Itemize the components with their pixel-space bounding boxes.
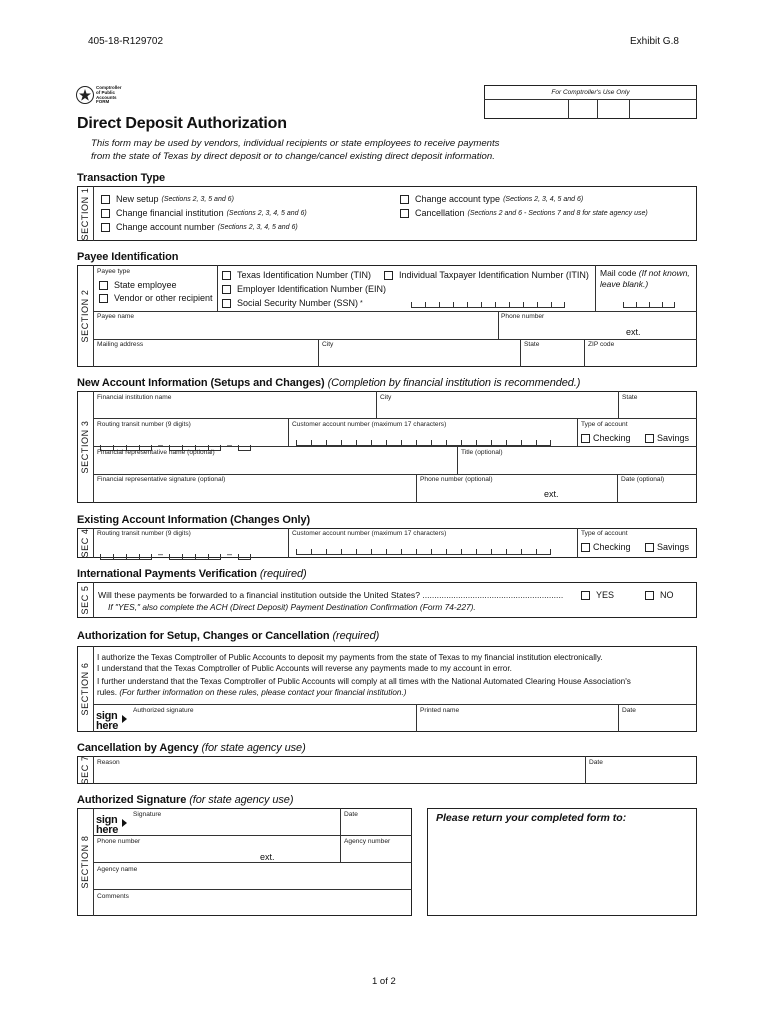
comments-label: Comments	[97, 893, 129, 900]
s4-checking-checkbox[interactable]	[581, 543, 590, 552]
s1-tab: SECTION 1	[80, 187, 90, 240]
s4-savings-checkbox[interactable]	[645, 543, 654, 552]
s1-title: Transaction Type	[77, 172, 166, 184]
printed-name-label: Printed name	[420, 707, 460, 714]
section-5	[77, 582, 697, 618]
s7-title: Cancellation by Agency (for state agency use)	[77, 742, 306, 754]
s4-cust-acct-label: Customer account number (maximum 17 characters)	[292, 530, 447, 537]
comptroller-seal-icon	[76, 86, 94, 104]
cust-acct-label: Customer account number (maximum 17 characters)	[292, 421, 447, 428]
s2-title: Payee Identification	[77, 251, 179, 263]
phone-label: Phone number	[501, 313, 545, 320]
s4-title: Existing Account Information (Changes Only)	[77, 514, 311, 526]
change-fi-option[interactable]: Change financial institution (Sections 2, 3, 4, 5 and 6)	[101, 208, 307, 218]
ein-option[interactable]: Employer Identification Number (EIN)	[222, 284, 386, 294]
ssn-checkbox[interactable]	[222, 299, 231, 308]
auth-text: I authorize the Texas Comptroller of Public Accounts to deposit my payments from the state of Texas to my financial institution electronically. I understand that the Texas Comptroller of Public Accounts will reverse any payments made to my account in error. I further understand that the Texas Comptroller of Public Accounts will comply at all times with the National Automated Clearing House Association's rules. (For further information on these rules, please contact your financial institution.)	[97, 653, 631, 697]
change-account-checkbox[interactable]	[101, 223, 110, 232]
mail-code-field[interactable]	[623, 302, 675, 308]
s3-tab: SECTION 3	[80, 420, 90, 474]
intl-note: If "YES," also complete the ACH (Direct Deposit) Payment Destination Confirmation (Form 74-227).	[108, 602, 476, 612]
s4-savings-option[interactable]: Savings	[645, 542, 689, 552]
auth-date-label: Date	[622, 707, 636, 714]
return-box	[427, 808, 697, 916]
itin-option[interactable]: Individual Taxpayer Identification Number (ITIN)	[384, 270, 589, 280]
s3-checking-option[interactable]: Checking	[581, 433, 631, 443]
acct-type-label: Type of account	[581, 421, 628, 428]
agency-number-label: Agency number	[344, 838, 391, 845]
rep-title-label: Title (optional)	[461, 449, 503, 456]
vendor-option[interactable]: Vendor or other recipient	[99, 293, 213, 303]
exhibit-label: Exhibit G.8	[630, 36, 679, 47]
s3-checking-checkbox[interactable]	[581, 434, 590, 443]
form-number: 405-18-R129702	[88, 36, 164, 47]
s8-tab: SECTION 8	[80, 835, 90, 889]
fi-name-label: Financial institution name	[97, 394, 172, 401]
s6-title: Authorization for Setup, Changes or Cancellation (required)	[77, 630, 380, 642]
zip-label: ZIP code	[588, 341, 615, 348]
s8-sign-here-icon: sign here	[96, 814, 119, 836]
sign-here-icon: sign here	[96, 710, 119, 732]
phone-ext: ext.	[626, 327, 641, 337]
s8-title: Authorized Signature (for state agency use)	[77, 794, 294, 806]
rep-phone-ext: ext.	[544, 489, 559, 499]
fi-city-label: City	[380, 394, 392, 401]
intl-no-checkbox[interactable]	[645, 591, 654, 600]
s5-title: International Payments Verification (required)	[77, 568, 307, 580]
new-setup-checkbox[interactable]	[101, 195, 110, 204]
state-label: State	[524, 341, 540, 348]
s8-phone-ext: ext.	[260, 852, 275, 862]
state-employee-option[interactable]: State employee	[99, 280, 177, 290]
change-account-option[interactable]: Change account number (Sections 2, 3, 4, 5 and 6)	[101, 222, 298, 232]
rep-date-label: Date (optional)	[621, 476, 665, 483]
intl-yes-checkbox[interactable]	[581, 591, 590, 600]
routing-field[interactable]: – –	[100, 440, 251, 451]
comptroller-use-label: For Comptroller's Use Only	[551, 89, 630, 96]
s3-savings-option[interactable]: Savings	[645, 433, 689, 443]
change-type-checkbox[interactable]	[400, 195, 409, 204]
s3-title: New Account Information (Setups and Changes) (Completion by financial institution is recommended.)	[77, 377, 581, 389]
s4-cust-acct-field[interactable]	[296, 549, 551, 555]
change-fi-checkbox[interactable]	[101, 209, 110, 218]
change-type-option[interactable]: Change account type (Sections 2, 3, 4, 5 and 6)	[400, 194, 583, 204]
new-setup-option[interactable]: New setup (Sections 2, 3, 5 and 6)	[101, 194, 234, 204]
return-box-label: Please return your completed form to:	[436, 812, 627, 824]
seal-text: Comptroller of Public Accounts FORM	[96, 85, 122, 105]
payee-type-label: Payee type	[97, 268, 130, 275]
intl-question: Will these payments be forwarded to a financial institution outside the United States? ...........................................................	[98, 590, 564, 600]
auth-sig-label: Authorized signature	[133, 707, 194, 714]
cancellation-checkbox[interactable]	[400, 209, 409, 218]
city-label: City	[322, 341, 334, 348]
s4-routing-field[interactable]: – –	[100, 549, 251, 560]
state-employee-checkbox[interactable]	[99, 281, 108, 290]
intro-text: This form may be used by vendors, individual recipients or state employees to receive payments from the state of Texas by direct deposit or to change/cancel existing direct deposit information.	[91, 138, 500, 162]
s4-checking-option[interactable]: Checking	[581, 542, 631, 552]
s4-tab: SEC 4	[80, 528, 90, 558]
ein-checkbox[interactable]	[222, 285, 231, 294]
rep-sig-label: Financial representative signature (optional)	[97, 476, 226, 483]
intl-yes-option[interactable]: YES	[581, 590, 614, 600]
fi-state-label: State	[622, 394, 638, 401]
s4-routing-label: Routing transit number (9 digits)	[97, 530, 191, 537]
ssn-option[interactable]: Social Security Number (SSN) *	[222, 298, 363, 308]
s8-phone-label: Phone number	[97, 838, 141, 845]
s4-acct-type-label: Type of account	[581, 530, 628, 537]
reason-label: Reason	[97, 759, 120, 766]
s3-savings-checkbox[interactable]	[645, 434, 654, 443]
payee-name-label: Payee name	[97, 313, 135, 320]
s7-date-label: Date	[589, 759, 603, 766]
s2-tab: SECTION 2	[80, 289, 90, 343]
itin-checkbox[interactable]	[384, 271, 393, 280]
s8-signature-label: Signature	[133, 811, 162, 818]
mailing-address-label: Mailing address	[97, 341, 144, 348]
intl-no-option[interactable]: NO	[645, 590, 674, 600]
cancellation-option[interactable]: Cancellation (Sections 2 and 6 - Sections 7 and 8 for state agency use)	[400, 208, 648, 218]
s6-tab: SECTION 6	[80, 662, 90, 716]
s5-tab: SEC 5	[80, 585, 90, 615]
s7-tab: SEC 7	[80, 755, 90, 785]
rep-name-label: Financial representative name (optional)	[97, 449, 215, 456]
tin-option[interactable]: Texas Identification Number (TIN)	[222, 270, 371, 280]
vendor-checkbox[interactable]	[99, 294, 108, 303]
tin-checkbox[interactable]	[222, 271, 231, 280]
rep-phone-label: Phone number (optional)	[420, 476, 493, 483]
agency-name-label: Agency name	[97, 866, 138, 873]
section-7	[77, 756, 697, 784]
id-number-field[interactable]	[411, 302, 565, 308]
s8-date-label: Date	[344, 811, 358, 818]
routing-label: Routing transit number (9 digits)	[97, 421, 191, 428]
mail-code-label: Mail code (If not known, leave blank.)	[600, 268, 690, 289]
page-title: Direct Deposit Authorization	[77, 115, 287, 132]
page-number: 1 of 2	[372, 976, 396, 987]
